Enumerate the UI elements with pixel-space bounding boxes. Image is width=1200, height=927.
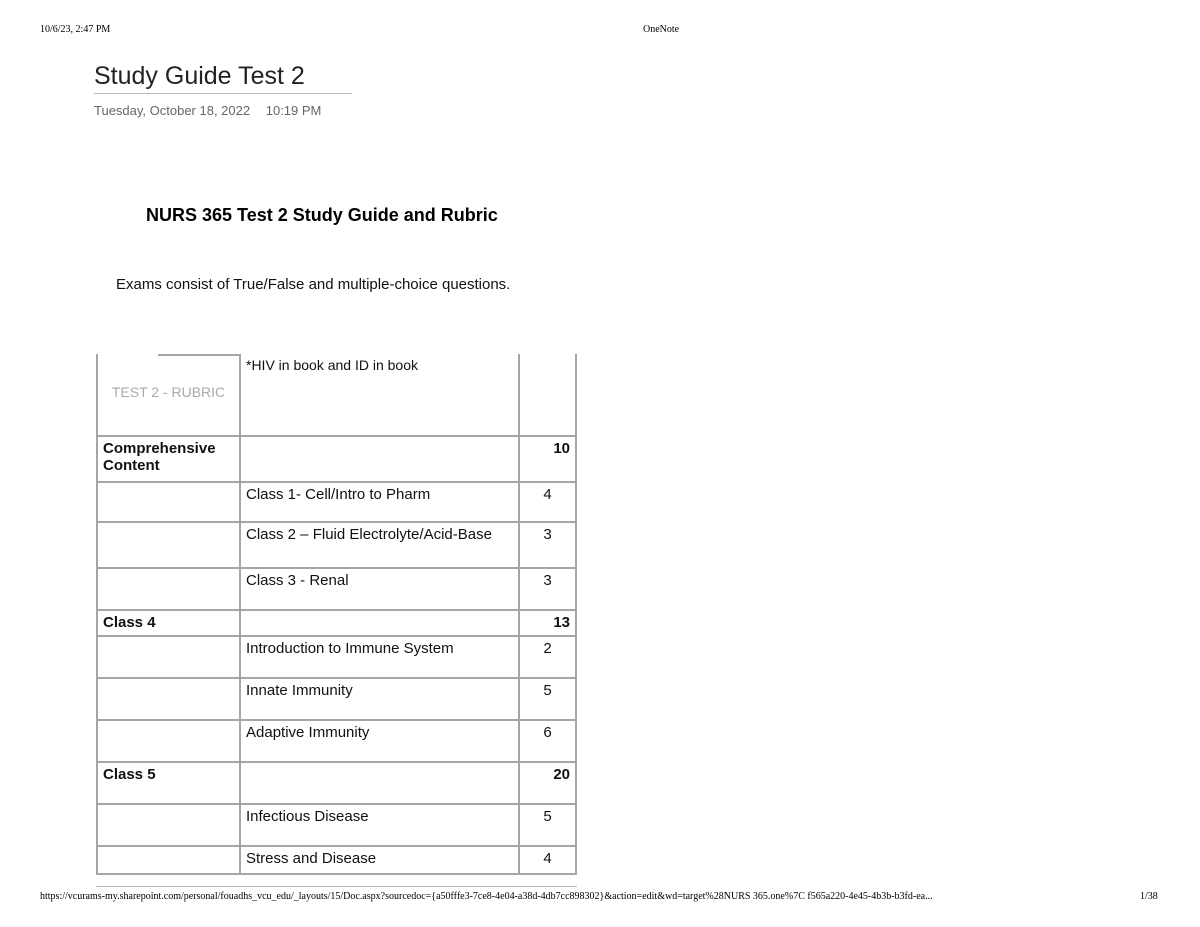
row-points: 5: [519, 804, 576, 846]
rubric-header-value: [519, 354, 576, 436]
row-section: [97, 482, 240, 522]
row-points: 4: [519, 482, 576, 522]
table-header-row: [97, 354, 576, 436]
row-topic: [240, 610, 519, 636]
row-section: [97, 568, 240, 610]
row-points: 20: [519, 762, 576, 804]
page-timestamp: [94, 103, 321, 118]
table-row: [97, 568, 576, 610]
page-date: Tuesday, October 18, 2022: [94, 103, 251, 118]
print-datetime: 10/6/23, 2:47 PM: [40, 24, 111, 35]
row-points: 4: [519, 846, 576, 874]
table-row: [97, 804, 576, 846]
table-row: [97, 522, 576, 568]
table-row: [97, 436, 576, 482]
row-topic: Class 1- Cell/Intro to Pharm: [240, 482, 519, 522]
table-row: [97, 762, 576, 804]
row-section: Class 4: [97, 610, 240, 636]
intro-text: Exams consist of True/False and multiple-choice questions.: [116, 276, 511, 293]
page-title[interactable]: Study Guide Test 2: [94, 62, 352, 94]
row-points: 6: [519, 720, 576, 762]
document-heading: NURS 365 Test 2 Study Guide and Rubric: [146, 205, 498, 225]
table-row: [97, 720, 576, 762]
rubric-label: TEST 2 - RUBRIC: [97, 354, 240, 436]
row-points: 10: [519, 436, 576, 482]
table-end-line: [96, 886, 577, 887]
row-points: 2: [519, 636, 576, 678]
row-section: [97, 522, 240, 568]
row-topic: Class 3 - Renal: [240, 568, 519, 610]
row-section: [97, 636, 240, 678]
row-topic: Class 2 – Fluid Electrolyte/Acid-Base: [240, 522, 519, 568]
print-app-name: OneNote: [643, 24, 680, 35]
rubric-table: [96, 354, 577, 875]
row-points: 3: [519, 568, 576, 610]
row-section: [97, 720, 240, 762]
row-topic: [240, 436, 519, 482]
row-points: 13: [519, 610, 576, 636]
table-row: [97, 482, 576, 522]
row-topic: Innate Immunity: [240, 678, 519, 720]
table-row: [97, 610, 576, 636]
row-topic: Stress and Disease: [240, 846, 519, 874]
footer-page-number: 1/38: [1140, 891, 1158, 902]
footer-url: https://vcurams-my.sharepoint.com/personal/fouadhs_vcu_edu/_layouts/15/Doc.aspx?sourcedoc={a50fffe3-7ce8-4e04-a38d-4db7cc898302}&action=edit&wd=target%28NURS 365.one%7C f565a220-4e45-4b3b-b3fd-ea...: [40, 891, 933, 902]
row-section: Class 5: [97, 762, 240, 804]
table-row: [97, 636, 576, 678]
row-section: [97, 804, 240, 846]
row-topic: Introduction to Immune System: [240, 636, 519, 678]
row-topic: Infectious Disease: [240, 804, 519, 846]
row-topic: [240, 762, 519, 804]
rubric-note: *HIV in book and ID in book: [240, 354, 519, 436]
row-section: Comprehensive Content: [97, 436, 240, 482]
row-points: 5: [519, 678, 576, 720]
row-section: [97, 846, 240, 874]
row-topic: Adaptive Immunity: [240, 720, 519, 762]
row-section: [97, 678, 240, 720]
table-row: [97, 678, 576, 720]
page-time: 10:19 PM: [265, 103, 322, 118]
row-points: 3: [519, 522, 576, 568]
table-row: [97, 846, 576, 874]
